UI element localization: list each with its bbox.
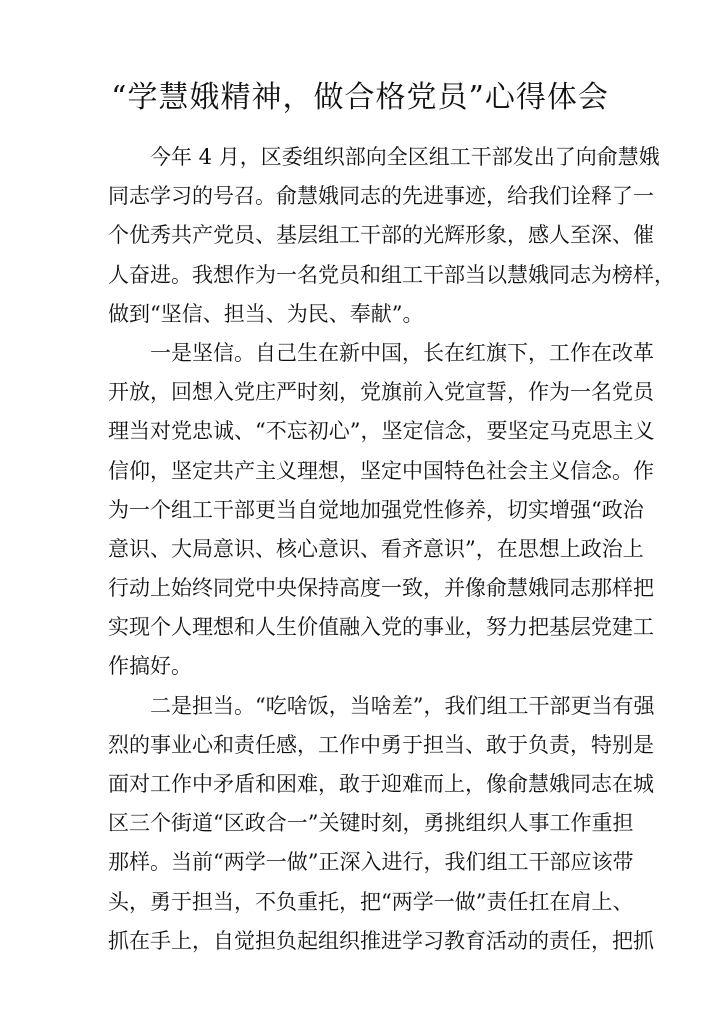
paragraph-line: 开放，回想入党庄严时刻，党旗前入党宣誓，作为一名党员 <box>108 380 654 405</box>
paragraph-line: 烈的事业心和责任感，工作中勇于担当、敢于负责，特别是 <box>108 732 654 757</box>
paragraph-line: 信仰，坚定共产主义理想，坚定中国特色社会主义信念。作 <box>108 458 654 483</box>
paragraph-line: 一是坚信。自己生在新中国，长在红旗下，工作在改革 <box>150 340 654 365</box>
paragraph-line: 抓在手上，自觉担负起组织推进学习教育活动的责任，把抓 <box>108 928 654 953</box>
paragraph-line: 实现个人理想和人生价值融入党的事业，努力把基层党建工 <box>108 615 654 640</box>
paragraph-line: 今年 4 月，区委组织部向全区组工干部发出了向俞慧娥 <box>150 145 660 169</box>
paragraph-line: 做到“坚信、担当、为民、奉献”。 <box>108 301 424 326</box>
paragraph-line: 面对工作中矛盾和困难，敢于迎难而上，像俞慧娥同志在城 <box>108 772 654 796</box>
document-title: “学慧娥精神，做合格党员”心得体会 <box>111 80 609 115</box>
paragraph-line: 二是担当。“吃啥饭，当啥差”，我们组工干部更当有强 <box>150 693 655 718</box>
paragraph-line: 理当对党忠诚、“不忘初心”，坚定信念，要坚定马克思主义 <box>108 419 655 444</box>
paragraph-line: 同志学习的号召。俞慧娥同志的先进事迹，给我们诠释了一 <box>108 184 654 209</box>
paragraph-line: 个优秀共产党员、基层组工干部的光辉形象，感人至深、催 <box>108 223 654 248</box>
paragraph-line: 行动上始终同党中央保持高度一致，并像俞慧娥同志那样把 <box>108 576 654 601</box>
document-body <box>108 138 675 961</box>
paragraph-line: 意识、大局意识、核心意识、看齐意识”，在思想上政治上 <box>108 536 644 561</box>
paragraph-line: 作搞好。 <box>108 654 192 679</box>
paragraph-line: 人奋进。我想作为一名党员和组工干部当以慧娥同志为榜样， <box>108 262 675 287</box>
paragraph-line: 为一个组工干部更当自觉地加强党性修养，切实增强“政治 <box>108 497 644 522</box>
paragraph-line: 头，勇于担当，不负重托，把“两学一做”责任扛在肩上、 <box>108 889 634 914</box>
paragraph-line: 区三个街道“区政合一”关键时刻，勇挑组织人事工作重担 <box>108 811 634 836</box>
paragraph-line: 那样。当前“两学一做”正深入进行，我们组工干部应该带 <box>108 850 634 875</box>
